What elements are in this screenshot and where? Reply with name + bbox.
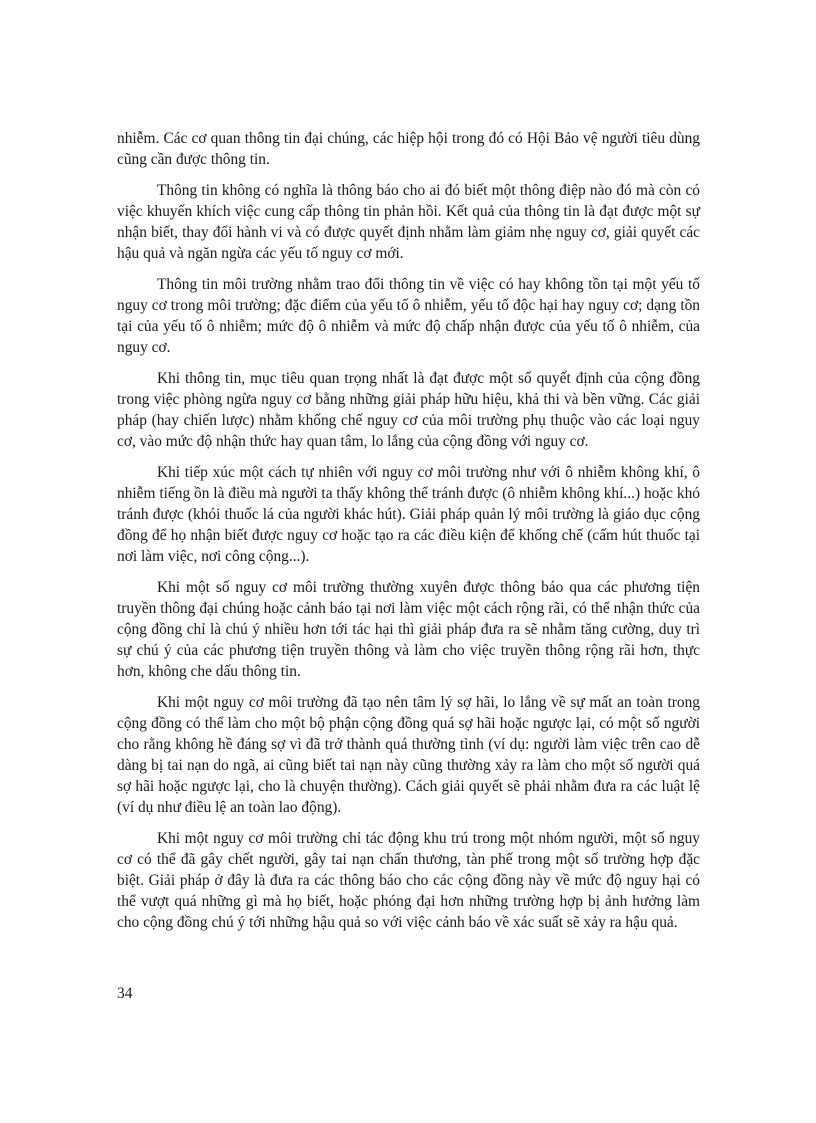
paragraph-media-reporting: Khi một số nguy cơ môi trường thường xuyên được thông báo qua các phương tiện truyền thông đại chúng hoặc cảnh báo tại nơi làm việc một cách rộng rãi, có thể nhận thức của cộng đồng chỉ là chú ý nhiều hơn tới tác hại thì giải pháp đưa ra sẽ nhằm tăng cường, duy trì sự chú ý của các phương tiện truyền thông và làm cho việc truyền thông rộng rãi hơn, thực hơn, không che dấu thông tin. <box>117 579 700 680</box>
paragraph-information-meaning: Thông tin không có nghĩa là thông báo cho ai đó biết một thông điệp nào đó mà còn có việc khuyến khích việc cung cấp thông tin phản hồi. Kết quả của thông tin là đạt được một sự nhận biết, thay đổi hành vi và có được quyết định nhằm làm giảm nhẹ nguy cơ, giải quyết các hậu quả và ngăn ngừa các yếu tố nguy cơ mới. <box>117 182 700 262</box>
paragraph-environmental-information: Thông tin môi trường nhằm trao đổi thông tin về việc có hay không tồn tại một yếu tố nguy cơ trong môi trường; đặc điểm của yếu tố ô nhiễm, yếu tố độc hại hay nguy cơ; dạng tồn tại của yếu tố ô nhiễm; mức độ ô nhiễm và mức độ chấp nhận được của yếu tố ô nhiễm, của nguy cơ. <box>117 276 700 356</box>
paragraph-continuation: nhiễm. Các cơ quan thông tin đại chúng, các hiệp hội trong đó có Hội Bảo vệ người tiêu dùng cũng cần được thông tin. <box>117 130 700 168</box>
paragraph-fear-response: Khi một nguy cơ môi trường đã tạo nên tâm lý sợ hãi, lo lắng về sự mất an toàn trong cộng đồng có thể làm cho một bộ phận cộng đồng quá sợ hãi hoặc ngược lại, có một số người cho rằng không hề đáng sợ vì đã trở thành quá thường tình (ví dụ: người làm việc trên cao dễ dàng bị tai nạn do ngã, ai cũng biết tai nạn này cũng thường xảy ra làm cho một số người quá sợ hãi hoặc ngược lại, cho là chuyện thường). Cách giải quyết sẽ phải nhằm đưa ra các luật lệ (ví dụ như điều lệ an toàn lao động). <box>117 694 700 816</box>
page-body <box>117 128 700 943</box>
paragraph-community-decisions: Khi thông tin, mục tiêu quan trọng nhất là đạt được một số quyết định của cộng đồng trong việc phòng ngừa nguy cơ bằng những giải pháp hữu hiệu, khả thi và bền vững. Các giải pháp (hay chiến lược) nhằm khống chế nguy cơ của môi trường phụ thuộc vào các loại nguy cơ, vào mức độ nhận thức hay quan tâm, lo lắng của cộng đồng với nguy cơ. <box>117 370 700 450</box>
page-number: 34 <box>117 985 133 1002</box>
paragraph-localized-risk: Khi một nguy cơ môi trường chỉ tác động khu trú trong một nhóm người, một số nguy cơ có thể đã gây chết người, gây tai nạn chấn thương, tàn phế trong một số trường hợp đặc biệt. Giải pháp ở đây là đưa ra các thông báo cho các cộng đồng này về mức độ nguy hại có thể vượt quá những gì mà họ biết, hoặc phóng đại hơn những trường hợp bị ảnh hưởng làm cho cộng đồng chú ý tới những hậu quả so với việc cảnh báo về xác suất sẽ xảy ra hậu quả. <box>117 830 700 931</box>
paragraph-natural-exposure: Khi tiếp xúc một cách tự nhiên với nguy cơ môi trường như với ô nhiễm không khí, ô nhiễm tiếng ồn là điều mà người ta thấy không thể tránh được (ô nhiễm không khí...) hoặc khó tránh được (khói thuốc lá của người khác hút). Giải pháp quản lý môi trường là giáo dục cộng đồng để họ nhận biết được nguy cơ hoặc tạo ra các điều kiện để khống chế (cấm hút thuốc tại nơi làm việc, nơi công cộng...). <box>117 464 700 565</box>
